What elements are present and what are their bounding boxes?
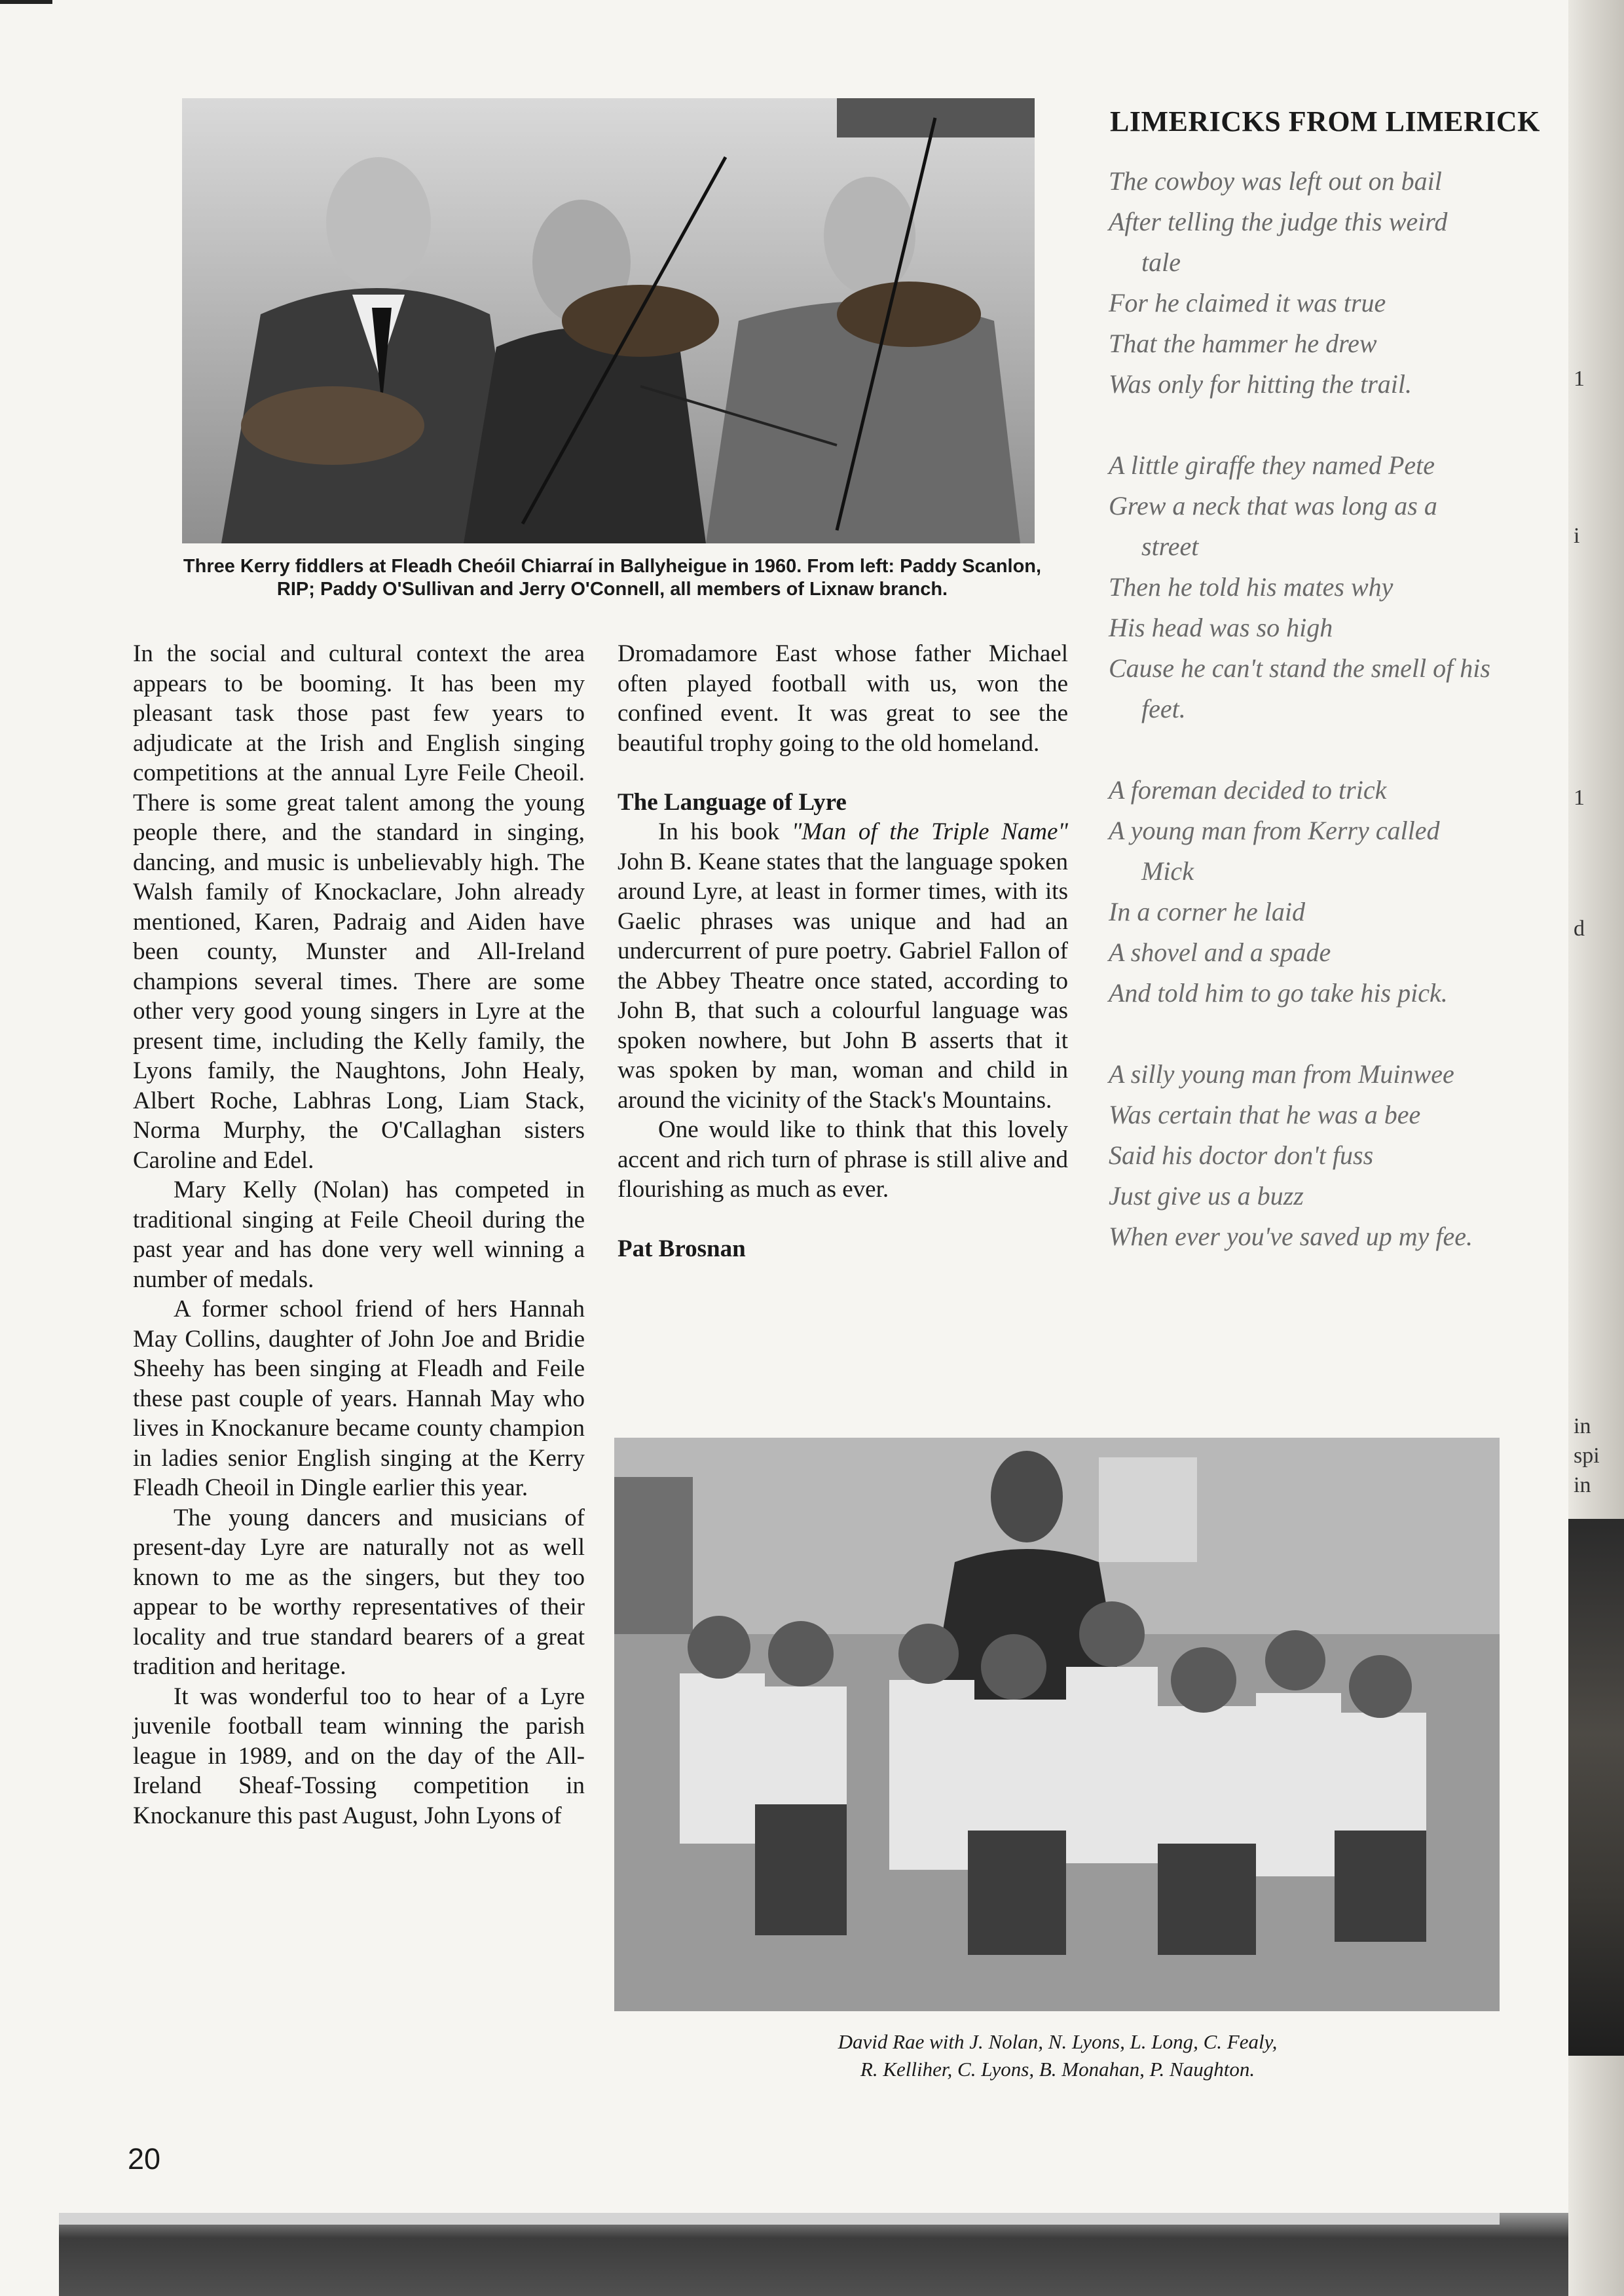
scanner-bottom-edge: [59, 2213, 1568, 2296]
paragraph-text: In his book: [658, 818, 792, 845]
limerick-stanza: [1109, 1054, 1567, 1257]
article-paragraph: Mary Kelly (Nolan) has competed in traditional singing at Feile Cheoil during the past year and has done very well winning a number of medals.: [133, 1176, 585, 1293]
caption-line: R. Kelliher, C. Lyons, B. Monahan, P. Naughton.: [860, 2058, 1255, 2081]
gutter-fragment: 1: [1574, 786, 1585, 810]
limerick-line: tale: [1141, 247, 1181, 277]
limerick-line: Just give us a buzz: [1109, 1181, 1304, 1211]
article-column-1: [133, 639, 585, 1831]
limerick-stanza: [1109, 770, 1567, 1013]
page-number: 20: [128, 2142, 161, 2176]
group-photo: [614, 1438, 1500, 2011]
article-column-2: [618, 639, 1068, 1264]
article-paragraph: In the social and cultural context the area appears to be booming. It has been my pleasant task those past few years to adjudicate at the Irish and English singing competitions at the annual Lyre Feile Cheoil. There is some great talent among the young people there, and the standard in singing, dancing, and music is unbelievably high. The Walsh family of Knockaclare, John already mentioned, Karen, Padraig and Aiden have been county, Munster and All-Ireland champions several times. There are some other very good young singers in Lyre at the present time, including the Kelly family, the Lyons family, the Naughtons, John Healy, Albert Roche, Labhras Long, Liam Stack, Norma Murphy, the O'Callaghan sisters Caroline and Edel.: [133, 640, 585, 1174]
limerick-stanza: [1109, 161, 1567, 405]
limerick-line: His head was so high: [1109, 613, 1333, 642]
fiddlers-photo-caption: Three Kerry fiddlers at Fleadh Cheóil Chiarraí in Ballyheigue in 1960. From left: Paddy Scanlon, RIP; Paddy O'Sullivan and Jerry O'Connell, all members of Lixnaw branch.: [183, 556, 1042, 600]
article-paragraph: It was wonderful too to hear of a Lyre juvenile football team winning the parish league in 1989, and on the day of the All-Ireland Sheaf-Tossing competition in Knockanure this past August, John Lyons of: [133, 1683, 585, 1829]
gutter-fragment: 1: [1574, 367, 1585, 391]
limerick-line: In a corner he laid: [1109, 897, 1305, 926]
limerick-line: And told him to go take his pick.: [1109, 978, 1448, 1008]
limerick-line: feet.: [1141, 694, 1186, 723]
limerick-line: After telling the judge this weird: [1109, 207, 1448, 236]
book-title: "Man of the Triple Name": [791, 818, 1068, 845]
limerick-line: A silly young man from Muinwee: [1109, 1059, 1454, 1089]
limerick-line: For he claimed it was true: [1109, 288, 1386, 318]
limerick-line: Said his doctor don't fuss: [1109, 1140, 1374, 1170]
gutter-fragment: spi: [1574, 1444, 1600, 1468]
limericks-title: LIMERICKS FROM LIMERICK: [1110, 105, 1540, 137]
group-photo-caption: [616, 2028, 1500, 2083]
gutter-photo-edge: [1568, 1519, 1624, 2056]
fiddlers-photo: [182, 98, 1035, 543]
caption-line: David Rae with J. Nolan, N. Lyons, L. Long, C. Fealy,: [838, 2030, 1278, 2053]
article-paragraph: One would like to think that this lovely accent and rich turn of phrase is still alive and flourishing as much as ever.: [618, 1116, 1068, 1203]
limerick-line: A little giraffe they named Pete: [1109, 450, 1435, 480]
gutter-fragment: d: [1574, 917, 1585, 941]
limerick-line: Was only for hitting the trail.: [1109, 369, 1412, 399]
section-heading: The Language of Lyre: [618, 789, 847, 816]
gutter-fragment: in: [1574, 1473, 1591, 1497]
author-byline: Pat Brosnan: [618, 1235, 746, 1262]
fiddlers-photo-image: [182, 98, 1035, 543]
limerick-line: street: [1141, 532, 1199, 561]
article-paragraph: A former school friend of hers Hannah May Collins, daughter of John Joe and Bridie Sheehy has been singing at Fleadh and Feile these past couple of years. Hannah May who lives in Knockanure became county champion in ladies senior English singing at the Kerry Fleadh Cheoil in Dingle earlier this year.: [133, 1296, 585, 1501]
gutter-fragment: i: [1574, 524, 1580, 548]
limerick-stanza: [1109, 445, 1567, 729]
top-edge-mark: [0, 0, 52, 4]
paragraph-text: John B. Keane states that the language spoken around Lyre, at least in former times, with its Gaelic phrases was unique and had an undercurrent of pure poetry. Gabriel Fallon of the Abbey Theatre once stated, according to John B, that such a colourful language was spoken nowhere, but John B asserts that it was spoken by man, woman and child in around the vicinity of the Stack's Mountains.: [618, 848, 1068, 1114]
limerick-line: A shovel and a spade: [1109, 938, 1331, 967]
article-paragraph: Dromadamore East whose father Michael often played football with us, won the confined event. It was great to see the beautiful trophy going to the old homeland.: [618, 640, 1068, 757]
limerick-line: Was certain that he was a bee: [1109, 1100, 1421, 1129]
gutter-fragment: in: [1574, 1414, 1591, 1438]
limerick-line: Grew a neck that was long as a: [1109, 491, 1437, 520]
limerick-line: Cause he can't stand the smell of his: [1109, 653, 1490, 683]
page-bottom-edge: [59, 2213, 1500, 2225]
article-paragraph: [618, 817, 1068, 1115]
limerick-line: That the hammer he drew: [1109, 329, 1377, 358]
limerick-line: A young man from Kerry called: [1109, 816, 1440, 845]
limerick-line: A foreman decided to trick: [1109, 775, 1387, 805]
limerick-line: The cowboy was left out on bail: [1109, 166, 1442, 196]
limerick-line: Then he told his mates why: [1109, 572, 1393, 602]
limerick-line: When ever you've saved up my fee.: [1109, 1222, 1473, 1251]
limerick-line: Mick: [1141, 856, 1194, 886]
group-photo-image: [614, 1438, 1500, 2011]
article-paragraph: The young dancers and musicians of present-day Lyre are naturally not as well known to me as the singers, but they too appear to be worthy representatives of their locality and true standard bearers of a great tradition and heritage.: [133, 1504, 585, 1680]
limericks-list: [1109, 161, 1567, 1298]
